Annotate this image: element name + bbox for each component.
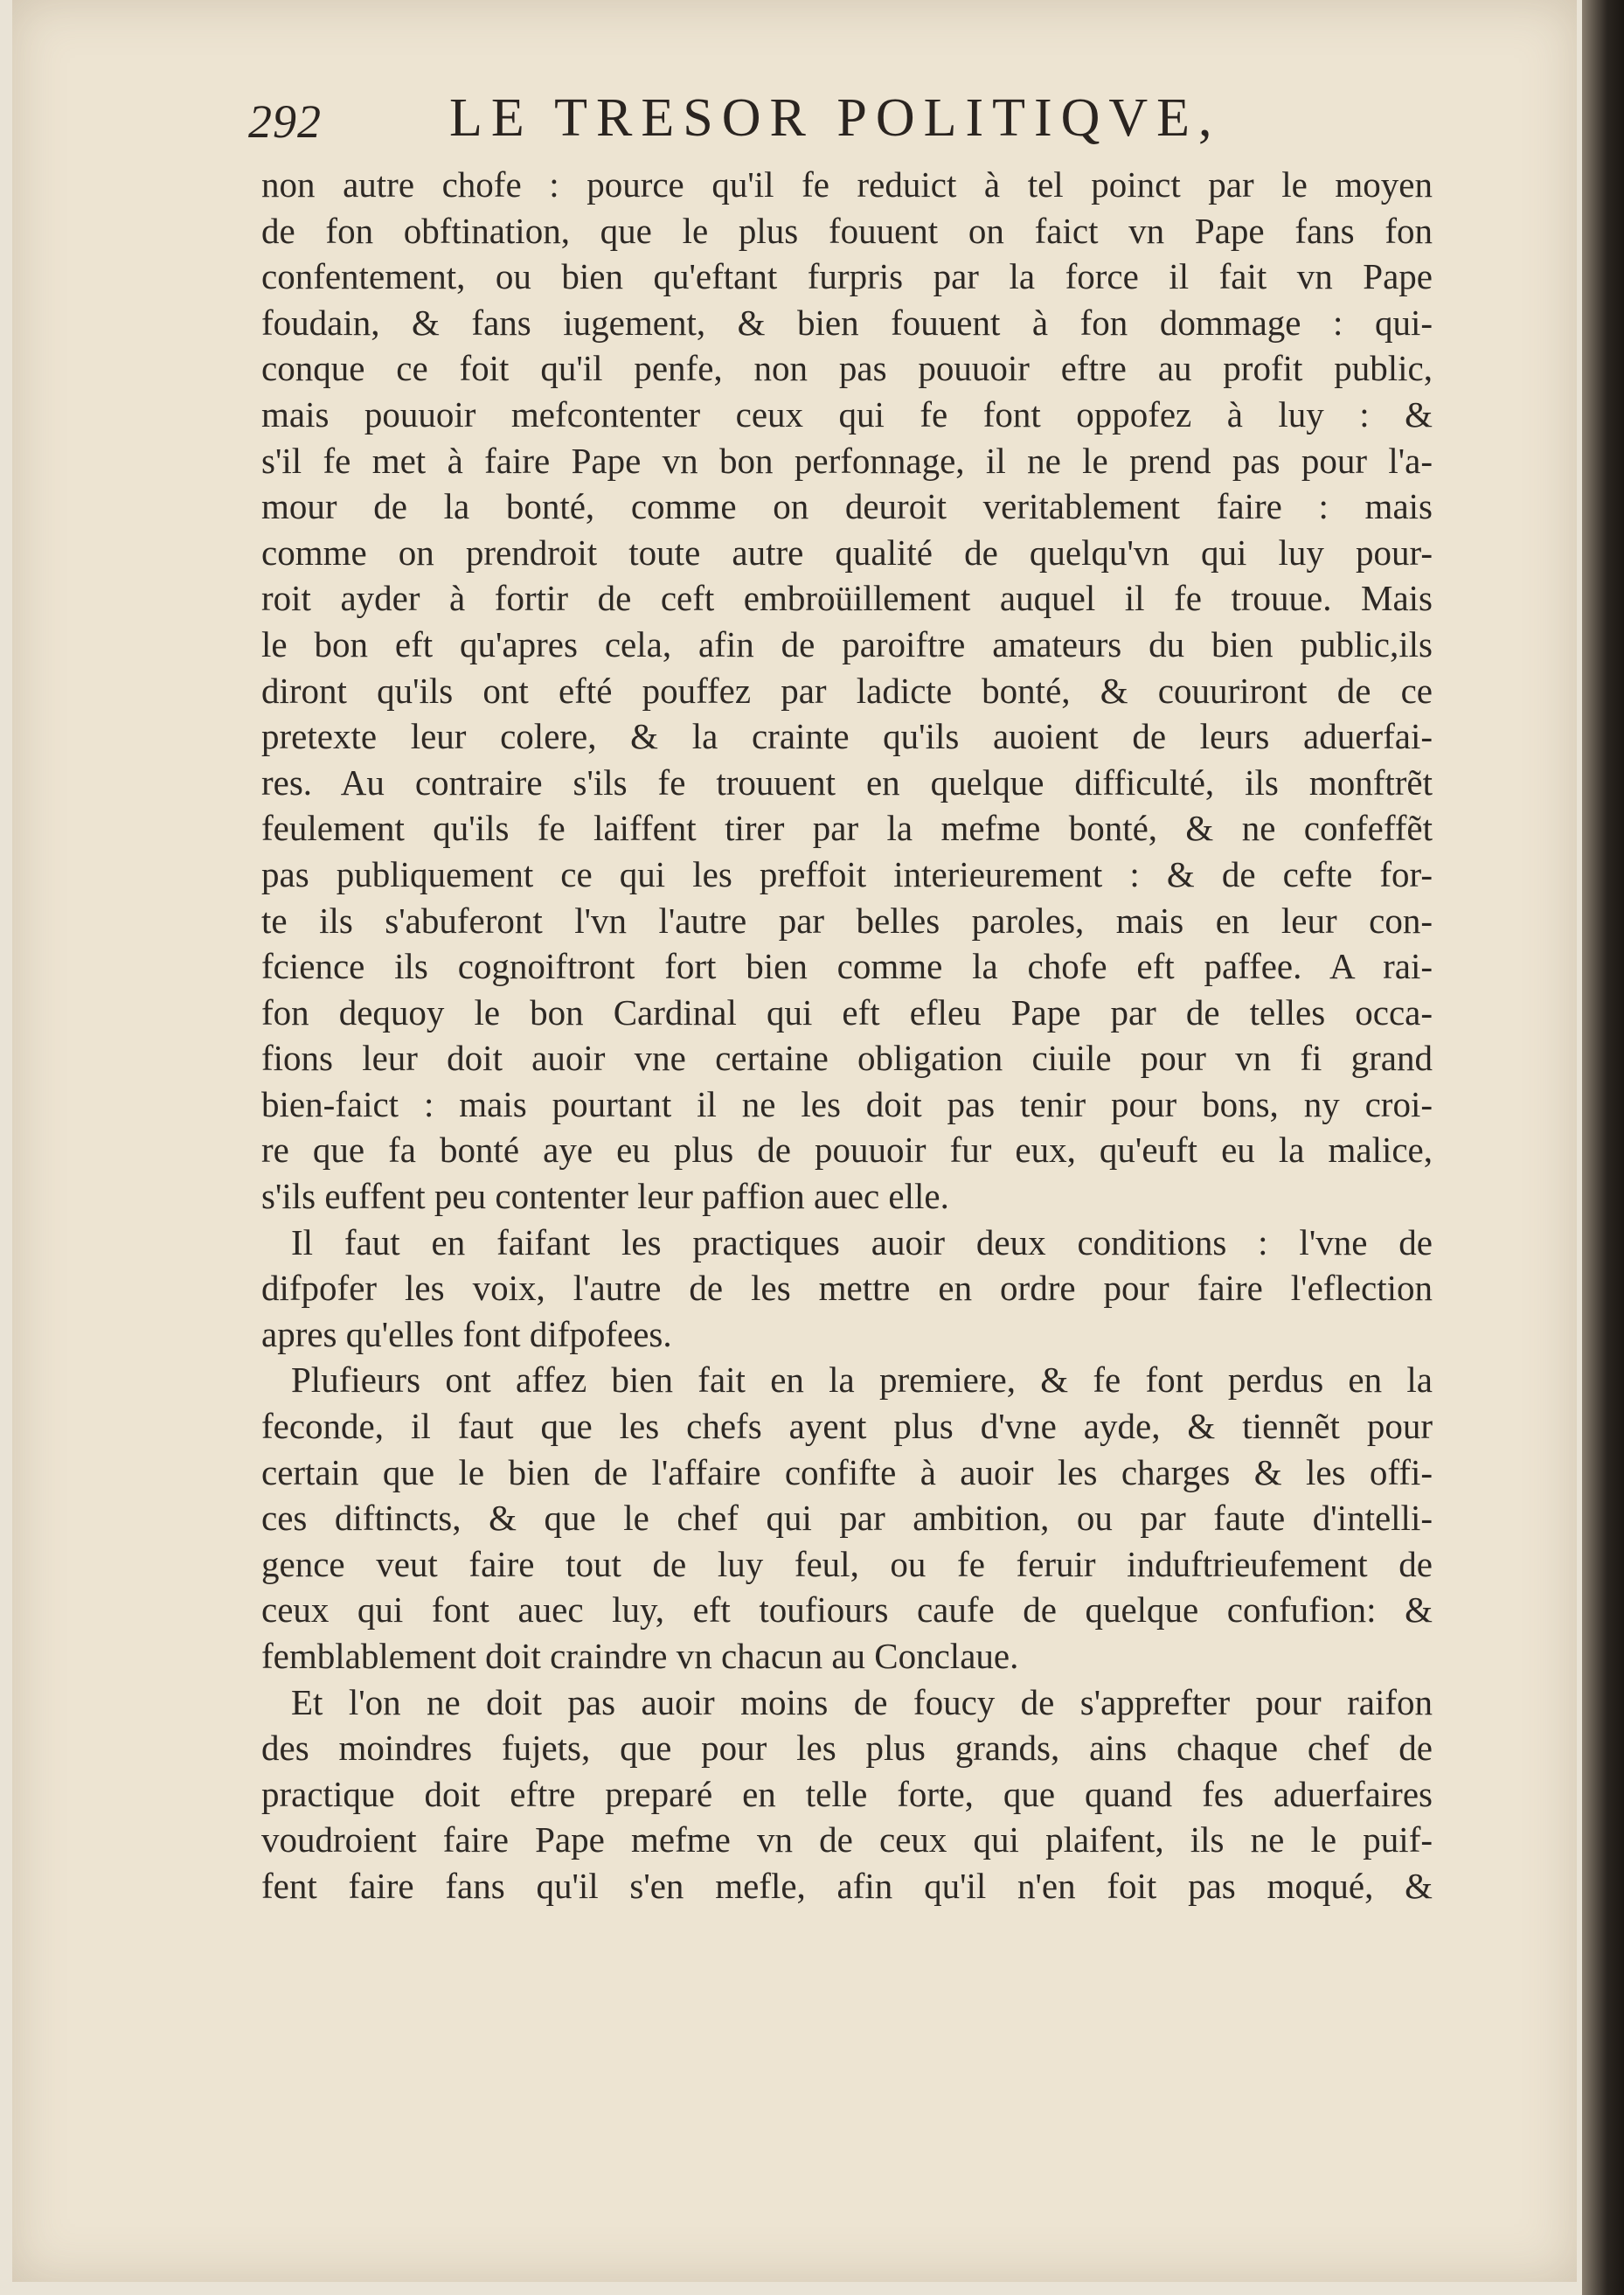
text-line: des moindres fujets, que pour les plus grands, ains chaque chef de bbox=[261, 1728, 1433, 1769]
text-line: femblablement doit craindre vn chacun au Conclaue. bbox=[261, 1636, 1019, 1676]
text-line: bien-faict : mais pourtant il ne les doit pas tenir pour bons, ny croi- bbox=[261, 1083, 1433, 1124]
text-line: feconde, il faut que les chefs ayent plus d'vne ayde, & tiennẽt pour bbox=[261, 1406, 1433, 1447]
text-line: de fon obftination, que le plus fouuent on faict vn Pape fans fon bbox=[261, 210, 1433, 251]
text-line: mour de la bonté, comme on deuroit veritablement faire : mais bbox=[261, 486, 1433, 527]
text-line: comme on prendroit toute autre qualité de quelqu'vn qui luy pour- bbox=[261, 532, 1433, 573]
book-spine-edge bbox=[1582, 0, 1624, 2295]
text-line: s'il fe met à faire Pape vn bon perfonnage, il ne le prend pas pour l'a- bbox=[261, 440, 1433, 481]
text-line: apres qu'elles font difpofees. bbox=[261, 1313, 672, 1354]
text-line: ceux qui font auec luy, eft toufiours caufe de quelque confufion: & bbox=[261, 1589, 1433, 1631]
text-line: non autre chofe : pource qu'il fe reduict à tel poinct par le moyen bbox=[261, 164, 1433, 205]
text-line: pretexte leur colere, & la crainte qu'ils auoient de leurs aduerfai- bbox=[261, 716, 1433, 757]
text-line: diront qu'ils ont efté pouffez par ladicte bonté, & couuriront de ce bbox=[261, 670, 1433, 711]
text-line: Il faut en faifant les practiques auoir deux conditions : l'vne de bbox=[291, 1221, 1433, 1262]
text-line: certain que le bien de l'affaire confifte à auoir les charges & les offi- bbox=[261, 1451, 1433, 1492]
text-line: gence veut faire tout de luy feul, ou fe feruir induftrieufement de bbox=[261, 1543, 1433, 1584]
text-line: fcience ils cognoiftront fort bien comme la chofe eft paffee. A rai- bbox=[261, 946, 1433, 987]
text-line: le bon eft qu'apres cela, afin de paroiftre amateurs du bien public,ils bbox=[261, 623, 1433, 664]
text-line: Plufieurs ont affez bien fait en la premiere, & fe font perdus en la bbox=[291, 1360, 1433, 1401]
text-line: fent faire fans qu'il s'en mefle, afin qu'il n'en foit pas moqué, & bbox=[261, 1865, 1433, 1906]
text-line: mais pouuoir mefcontenter ceux qui fe font oppofez à luy : & bbox=[261, 393, 1433, 435]
text-line: te ils s'abuferont l'vn l'autre par belles paroles, mais en leur con- bbox=[261, 900, 1433, 941]
text-line: ces diftincts, & que le chef qui par ambition, ou par faute d'intelli- bbox=[261, 1498, 1433, 1539]
body-text bbox=[261, 162, 1433, 1909]
text-line: difpofer les voix, l'autre de les mettre en ordre pour faire l'eflection bbox=[261, 1268, 1433, 1309]
text-line: fions leur doit auoir vne certaine obligation ciuile pour vn fi grand bbox=[261, 1038, 1433, 1079]
text-line: foudain, & fans iugement, & bien fouuent à fon dommage : qui- bbox=[261, 302, 1433, 343]
text-line: practique doit eftre preparé en telle forte, que quand fes aduerfaires bbox=[261, 1773, 1433, 1814]
text-line: fon dequoy le bon Cardinal qui eft efleu Pape par de telles occa- bbox=[261, 991, 1433, 1033]
text-line: re que fa bonté aye eu plus de pouuoir fur eux, qu'euft eu la malice, bbox=[261, 1130, 1433, 1171]
page-number: 292 bbox=[248, 95, 322, 148]
text-line: confentement, ou bien qu'eftant furpris par la force il fait vn Pape bbox=[261, 256, 1433, 297]
text-line: res. Au contraire s'ils fe trouuent en quelque difficulté, ils monftrẽt bbox=[261, 762, 1433, 803]
text-line: roit ayder à fortir de ceft embroüillement auquel il fe trouue. Mais bbox=[261, 578, 1433, 619]
text-line: voudroient faire Pape mefme vn de ceux qui plaifent, ils ne le puif- bbox=[261, 1819, 1433, 1860]
text-line: pas publiquement ce qui les preffoit interieurement : & de cefte for- bbox=[261, 853, 1433, 894]
running-title: LE TRESOR POLITIQVE, bbox=[449, 88, 1221, 148]
text-line: Et l'on ne doit pas auoir moins de foucy de s'apprefter pour raifon bbox=[291, 1681, 1433, 1722]
book-page bbox=[12, 0, 1577, 2282]
page-header bbox=[248, 87, 1428, 157]
text-line: conque ce foit qu'il penfe, non pas pouuoir eftre au profit public, bbox=[261, 348, 1433, 389]
text-line: s'ils euffent peu contenter leur paffion auec elle. bbox=[261, 1176, 949, 1217]
text-line: feulement qu'ils fe laiffent tirer par la mefme bonté, & ne confeffẽt bbox=[261, 808, 1433, 849]
